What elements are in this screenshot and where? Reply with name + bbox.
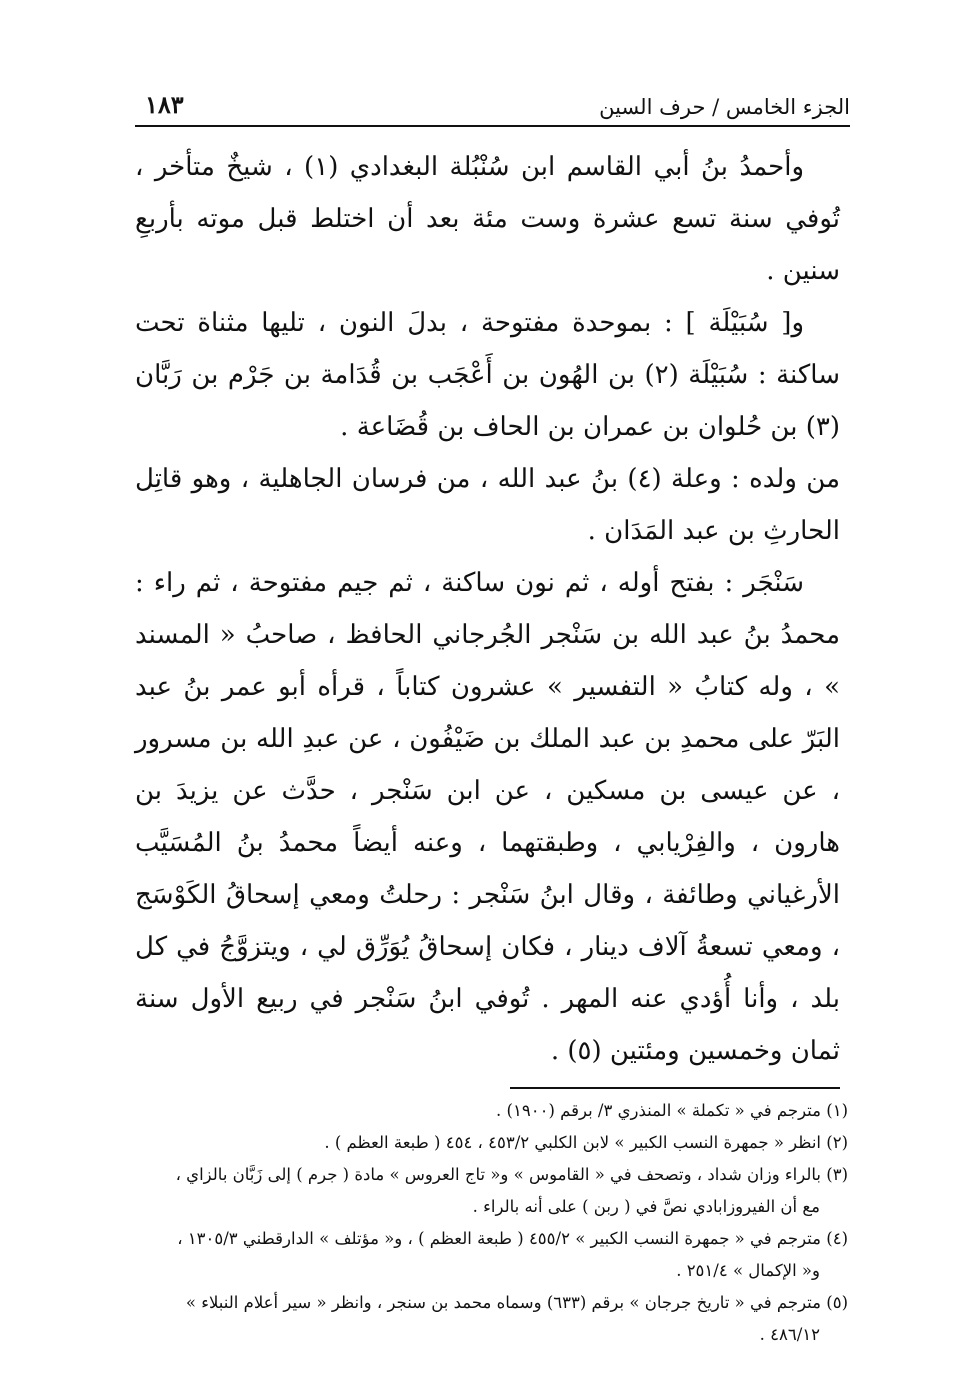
- page-number: ١٨٣: [145, 90, 184, 119]
- footnote-4: (٤) مترجم في « جمهرة النسب الكبير » ٤٥٥/٢ ( طبعة العظم ) ، و« مؤتلف » الدارقطني ١٣٠٥/٣ ،: [177, 1229, 848, 1248]
- footnote-3: (٣) بالراء وزان شداد ، وتصحف في « القاموس » و« تاج العروس » مادة ( جرم ) إلى زَبَّان بالزاي ،: [175, 1165, 848, 1184]
- footnote-2: (٢) انظر « جمهرة النسب الكبير » لابن الكلبي ٤٥٣/٢ ، ٤٥٤ ( طبعة العظم ) .: [324, 1133, 848, 1152]
- header-title: الجزء الخامس / حرف السين: [599, 95, 850, 119]
- paragraph-subayla: و[ سُبَيْلَة ] : بموحدة مفتوحة ، بدلَ النون ، تليها مثناة تحت ساكنة : سُبَيْلَة (٢) بن الهُون بن أَعْجَب بن قُدَامة بن جَرْم بن رَبَّان (٣) بن حُلوان بن عمران بن الحاف بن قُضَاعة .: [135, 308, 840, 442]
- paragraph-sanjar: سَنْجَر : بفتح أوله ، ثم نون ساكنة ، ثم جيم مفتوحة ، ثم راء : محمدُ بنُ عبد الله بن سَنْجر الجُرجاني الحافظ ، صاحبُ « المسند » ، وله كتابُ « التفسير » عشرون كتاباً ، قرأه أبو عمر بنُ عبد البَرّ على محمدِ بن عبد الملك بن ضَيْفُون ، عن عبدِ الله بن مسرور ، عن عيسى بن مسكين ، عن ابن سَنْجر ، حدَّث عن يزيدَ بن هارون ، والفِرْيابي ، وطبقتهما ، وعنه أيضاً محمدُ بنُ المُسَيَّب الأرغياني وطائفة ، وقال ابنُ سَنْجر : رحلتُ ومعي إسحاقُ الكَوْسَج ، ومعي تسعةُ آلاف دينار ، فكان إسحاقُ يُوَرِّق لي ، ويتزوَّجُ في كل بلد ، وأنا أُؤدي عنه المهر . تُوفي ابنُ سَنْجر في ربيع الأول سنة ثمان وخمسين ومئتين (٥) .: [135, 568, 840, 1066]
- footnote-5: (٥) مترجم في « تاريخ جرجان » برقم (٦٣٣) وسماه محمد بن سنجر ، وانظر « سير أعلام النبلاء »: [185, 1293, 848, 1312]
- footnote-1: (١) مترجم في « تكملة » المنذري ٣/ برقم (١٩٠٠) .: [496, 1101, 848, 1120]
- footnote-divider: [510, 1087, 840, 1089]
- footnote-4-continuation: و« الإكمال » ٢٥١/٤ .: [676, 1261, 820, 1280]
- main-text: [135, 141, 840, 1077]
- footnotes: [135, 1095, 848, 1351]
- footnote-5-continuation: ٤٨٦/١٢ .: [759, 1325, 820, 1344]
- paragraph-waala: من ولده : وعلة (٤) بنُ عبد الله ، من فرسان الجاهلية ، وهو قاتِل الحارثِ بن عبد المَدَان .: [135, 464, 840, 546]
- paragraph-ahmad-sunbula: وأحمدُ بنُ أبي القاسم ابن سُنْبُلة البغدادي (١) ، شيخٌ متأخر ، تُوفي سنة تسع عشرة وست مئة بعد أن اختلط قبل موته بأربعِ سنين .: [135, 152, 840, 286]
- footnote-3-continuation: مع أن الفيروزابادي نصَّ في ( ربن ) على أنه بالراء .: [472, 1197, 820, 1216]
- running-header: [135, 90, 850, 127]
